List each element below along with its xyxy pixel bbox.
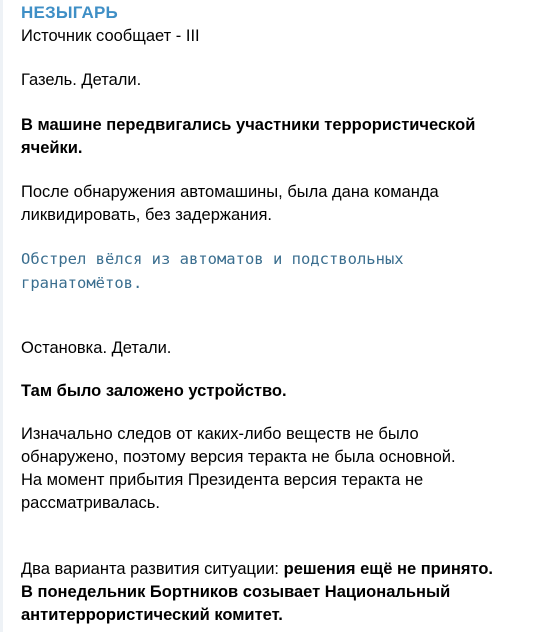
gazelle-text-line-1: После обнаружения автомашины, была дана команда bbox=[21, 183, 439, 201]
gazelle-bold-line-2: ячейки. bbox=[21, 139, 83, 157]
scenario-prefix: Два варианта развития ситуации: bbox=[21, 560, 284, 578]
source-line: Источник сообщает - III bbox=[21, 27, 200, 45]
gazelle-text-line-2: ликвидировать, без задержания. bbox=[21, 206, 272, 224]
gazelle-mono-line-2: гранатомётов. bbox=[21, 274, 143, 292]
scenario-line-1 bbox=[21, 558, 527, 581]
stop-bold: Там было заложено устройство. bbox=[21, 382, 287, 400]
gazelle-mono-line-1: Обстрел вёлся из автоматов и подствольных bbox=[21, 250, 404, 268]
channel-name[interactable]: НЕЗЫГАРЬ bbox=[21, 3, 118, 22]
scenario-bold-3: антитеррористический комитет. bbox=[21, 606, 283, 624]
stop-heading: Остановка. Детали. bbox=[21, 339, 172, 357]
stop-text-line-4: рассматривалась. bbox=[21, 494, 160, 512]
scenario-bold-1: решения ещё не принято. bbox=[283, 560, 494, 578]
gazelle-heading: Газель. Детали. bbox=[21, 71, 142, 89]
stop-text-line-2: обнаружено, поэтому версия теракта не была основной. bbox=[21, 448, 456, 466]
stop-text-line-1: Изначально следов от каких-либо веществ не было bbox=[21, 425, 419, 443]
stop-text-line-3: На момент прибытия Президента версия теракта не bbox=[21, 471, 424, 489]
scenario-bold-2: В понедельник Бортников созывает Национальный bbox=[21, 583, 451, 601]
gazelle-bold-line-1: В машине передвигались участники террористической bbox=[21, 116, 476, 134]
